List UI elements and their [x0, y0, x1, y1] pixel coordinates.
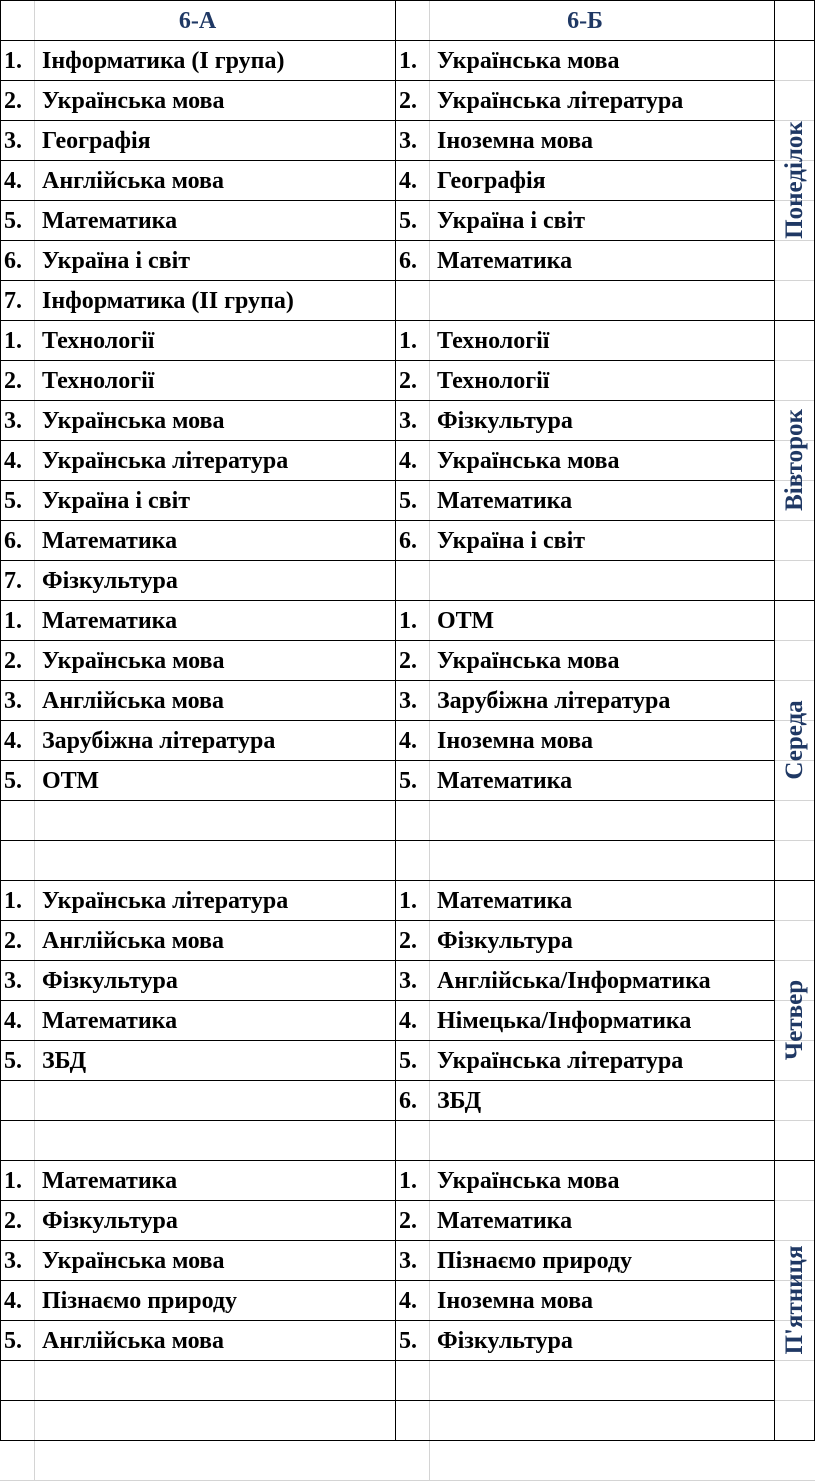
- lesson-number: 6.: [4, 528, 22, 554]
- lesson-cell: [399, 1120, 773, 1160]
- lesson-cell: [4, 120, 394, 160]
- row-border: [0, 1000, 774, 1001]
- lesson-subject: Іноземна мова: [437, 728, 594, 754]
- lesson-cell: [399, 720, 773, 760]
- lesson-subject: Українська мова: [42, 408, 225, 434]
- lesson-subject: Фізкультура: [42, 968, 178, 994]
- lesson-cell: [4, 1000, 394, 1040]
- day-border: [0, 1440, 815, 1441]
- lesson-number: 3.: [399, 968, 417, 994]
- lesson-subject: Математика: [42, 1008, 178, 1034]
- lesson-number: 4.: [4, 728, 22, 754]
- lesson-cell: [399, 200, 773, 240]
- column-border: [395, 0, 396, 1441]
- lesson-subject: Інформатика (ІІ група): [42, 288, 294, 314]
- lesson-number: 1.: [399, 608, 417, 634]
- row-border: [0, 680, 774, 681]
- row-border: [0, 1360, 774, 1361]
- lesson-cell: [399, 80, 773, 120]
- lesson-subject: Українська мова: [437, 48, 620, 74]
- row-border: [0, 1320, 774, 1321]
- lesson-subject: Технології: [437, 368, 550, 394]
- lesson-cell: [4, 440, 394, 480]
- day-name: Понеділок: [781, 121, 808, 239]
- lesson-cell: [399, 480, 773, 520]
- lesson-subject: Україна і світ: [437, 208, 586, 234]
- lesson-subject: Математика: [437, 888, 573, 914]
- lesson-cell: [4, 920, 394, 960]
- lesson-cell: [399, 640, 773, 680]
- day-label: [775, 880, 815, 1160]
- lesson-cell: [399, 360, 773, 400]
- lesson-number: 1.: [4, 888, 22, 914]
- lesson-subject: Фізкультура: [437, 408, 573, 434]
- lesson-number: 3.: [4, 968, 22, 994]
- row-border: [0, 160, 774, 161]
- lesson-number: 2.: [399, 648, 417, 674]
- lesson-subject: Англійська/Інформатика: [437, 968, 711, 994]
- row-border: [0, 1080, 774, 1081]
- lesson-number: 2.: [399, 928, 417, 954]
- lesson-cell: [4, 840, 394, 880]
- lesson-subject: Українська література: [42, 888, 289, 914]
- lesson-cell: [4, 640, 394, 680]
- lesson-subject: Інформатика (І група): [42, 48, 285, 74]
- lesson-subject: Математика: [42, 1168, 178, 1194]
- lesson-subject: Англійська мова: [42, 928, 225, 954]
- lesson-cell: [399, 1360, 773, 1400]
- lesson-cell: [4, 480, 394, 520]
- lesson-cell: [4, 1080, 394, 1120]
- lesson-cell: [399, 1000, 773, 1040]
- lesson-subject: Технології: [437, 328, 550, 354]
- row-border: [0, 800, 774, 801]
- lesson-cell: [399, 1320, 773, 1360]
- lesson-subject: Технології: [42, 328, 155, 354]
- lesson-cell: [399, 440, 773, 480]
- lesson-cell: [399, 1040, 773, 1080]
- lesson-number: 4.: [399, 728, 417, 754]
- row-border: [0, 760, 774, 761]
- day-border: [0, 600, 815, 601]
- lesson-number: 2.: [399, 88, 417, 114]
- lesson-cell: [399, 120, 773, 160]
- lesson-cell: [399, 1400, 773, 1440]
- lesson-number: 5.: [399, 488, 417, 514]
- row-border: [0, 1280, 774, 1281]
- lesson-cell: [4, 520, 394, 560]
- lesson-subject: ОТМ: [437, 608, 495, 634]
- row-border: [0, 1240, 774, 1241]
- day-label: [775, 600, 815, 880]
- lesson-subject: ЗБД: [42, 1048, 87, 1074]
- lesson-number: 4.: [399, 1008, 417, 1034]
- lesson-number: 2.: [4, 648, 22, 674]
- day-label: [775, 1160, 815, 1440]
- lesson-cell: [4, 40, 394, 80]
- lesson-number: 5.: [399, 1048, 417, 1074]
- day-name: Середа: [781, 700, 808, 780]
- day-border: [0, 1160, 815, 1161]
- lesson-cell: [4, 1200, 394, 1240]
- lesson-subject: Фізкультура: [437, 928, 573, 954]
- row-border: [0, 840, 774, 841]
- lesson-subject: Німецька/Інформатика: [437, 1008, 692, 1034]
- lesson-cell: [4, 960, 394, 1000]
- lesson-subject: Іноземна мова: [437, 1288, 594, 1314]
- row-border: [0, 440, 774, 441]
- lesson-number: 4.: [399, 1288, 417, 1314]
- lesson-number: 2.: [4, 1208, 22, 1234]
- lesson-subject: Фізкультура: [437, 1328, 573, 1354]
- lesson-number: 3.: [399, 128, 417, 154]
- lesson-cell: [4, 200, 394, 240]
- lesson-number: 2.: [4, 88, 22, 114]
- lesson-subject: Фізкультура: [42, 1208, 178, 1234]
- lesson-subject: Географія: [42, 128, 151, 154]
- lesson-cell: [4, 680, 394, 720]
- lesson-subject: Фізкультура: [42, 568, 178, 594]
- lesson-cell: [399, 320, 773, 360]
- lesson-cell: [4, 1160, 394, 1200]
- lesson-number: 4.: [4, 168, 22, 194]
- row-border: [0, 360, 774, 361]
- lesson-number: 5.: [399, 1328, 417, 1354]
- row-border: [0, 1400, 774, 1401]
- lesson-cell: [399, 280, 773, 320]
- lesson-number: 3.: [4, 128, 22, 154]
- lesson-number: 1.: [399, 328, 417, 354]
- lesson-subject: Географія: [437, 168, 546, 194]
- lesson-cell: [4, 1400, 394, 1440]
- day-border: [0, 880, 815, 881]
- lesson-subject: Українська мова: [42, 1248, 225, 1274]
- lesson-subject: ЗБД: [437, 1088, 482, 1114]
- lesson-cell: [399, 840, 773, 880]
- lesson-subject: Українська мова: [42, 88, 225, 114]
- lesson-cell: [399, 560, 773, 600]
- lesson-number: 4.: [4, 1288, 22, 1314]
- lesson-cell: [4, 320, 394, 360]
- lesson-cell: [4, 1360, 394, 1400]
- lesson-cell: [4, 560, 394, 600]
- lesson-cell: [399, 40, 773, 80]
- lesson-number: 3.: [4, 688, 22, 714]
- lesson-subject: Пізнаємо природу: [437, 1248, 633, 1274]
- lesson-cell: [4, 360, 394, 400]
- row-border: [0, 480, 774, 481]
- lesson-cell: [399, 1280, 773, 1320]
- lesson-number: 3.: [4, 408, 22, 434]
- day-border: [0, 40, 815, 41]
- lesson-cell: [399, 760, 773, 800]
- row-border: [0, 560, 774, 561]
- lesson-subject: Українська мова: [42, 648, 225, 674]
- lesson-number: 5.: [399, 208, 417, 234]
- lesson-subject: Україна і світ: [437, 528, 586, 554]
- lesson-number: 1.: [399, 48, 417, 74]
- lesson-number: 2.: [399, 1208, 417, 1234]
- lesson-cell: [399, 520, 773, 560]
- lesson-number: 6.: [399, 1088, 417, 1114]
- lesson-number: 2.: [4, 368, 22, 394]
- row-border: [0, 280, 774, 281]
- lesson-cell: [399, 960, 773, 1000]
- lesson-cell: [4, 600, 394, 640]
- lesson-number: 5.: [399, 768, 417, 794]
- row-border: [0, 960, 774, 961]
- lesson-number: 1.: [399, 888, 417, 914]
- row-border: [0, 80, 774, 81]
- lesson-subject: Математика: [42, 528, 178, 554]
- lesson-number: 5.: [4, 1048, 22, 1074]
- row-border: [0, 920, 774, 921]
- lesson-number: 4.: [399, 168, 417, 194]
- row-border: [0, 520, 774, 521]
- lesson-subject: Українська література: [437, 88, 684, 114]
- lesson-cell: [4, 1240, 394, 1280]
- row-border: [0, 200, 774, 201]
- lesson-cell: [399, 1200, 773, 1240]
- lesson-cell: [4, 880, 394, 920]
- lesson-subject: Українська мова: [437, 448, 620, 474]
- row-border: [0, 1040, 774, 1041]
- lesson-cell: [399, 600, 773, 640]
- row-border: [0, 120, 774, 121]
- day-label: [775, 320, 815, 600]
- lesson-number: 4.: [4, 448, 22, 474]
- lesson-number: 3.: [4, 1248, 22, 1274]
- lesson-number: 4.: [4, 1008, 22, 1034]
- lesson-number: 5.: [4, 488, 22, 514]
- lesson-number: 1.: [4, 1168, 22, 1194]
- lesson-number: 4.: [399, 448, 417, 474]
- lesson-cell: [4, 1280, 394, 1320]
- lesson-cell: [4, 80, 394, 120]
- lesson-subject: Україна і світ: [42, 488, 191, 514]
- lesson-subject: Пізнаємо природу: [42, 1288, 238, 1314]
- lesson-subject: ОТМ: [42, 768, 100, 794]
- day-border: [0, 320, 815, 321]
- lesson-cell: [399, 1240, 773, 1280]
- lesson-cell: [399, 1160, 773, 1200]
- class-a-header: 6-А: [178, 8, 217, 34]
- lesson-cell: [4, 240, 394, 280]
- lesson-number: 1.: [399, 1168, 417, 1194]
- lesson-subject: Англійська мова: [42, 1328, 225, 1354]
- lesson-cell: [399, 680, 773, 720]
- day-label: [775, 40, 815, 320]
- lesson-subject: Англійська мова: [42, 168, 225, 194]
- top-border: [0, 0, 815, 1]
- lesson-subject: Технології: [42, 368, 155, 394]
- lesson-number: 1.: [4, 48, 22, 74]
- lesson-subject: Математика: [437, 248, 573, 274]
- lesson-number: 7.: [4, 568, 22, 594]
- lesson-number: 5.: [4, 1328, 22, 1354]
- lesson-subject: Математика: [42, 208, 178, 234]
- lesson-number: 2.: [4, 928, 22, 954]
- lesson-cell: [4, 160, 394, 200]
- row-border: [0, 720, 774, 721]
- lesson-subject: Зарубіжна література: [437, 688, 671, 714]
- row-border: [0, 400, 774, 401]
- column-border: [0, 0, 1, 1441]
- row-border: [0, 1200, 774, 1201]
- day-name: П'ятниця: [781, 1245, 808, 1355]
- lesson-cell: [4, 1120, 394, 1160]
- lesson-number: 7.: [4, 288, 22, 314]
- lesson-subject: Українська мова: [437, 1168, 620, 1194]
- row-border: [0, 240, 774, 241]
- lesson-cell: [4, 400, 394, 440]
- lesson-number: 3.: [399, 408, 417, 434]
- lesson-number: 6.: [4, 248, 22, 274]
- lesson-subject: Математика: [437, 1208, 573, 1234]
- lesson-subject: Математика: [437, 488, 573, 514]
- day-name: Четвер: [781, 979, 808, 1061]
- lesson-subject: Математика: [437, 768, 573, 794]
- lesson-number: 1.: [4, 608, 22, 634]
- lesson-cell: [399, 800, 773, 840]
- lesson-cell: [4, 720, 394, 760]
- lesson-number: 5.: [4, 768, 22, 794]
- lesson-cell: [4, 280, 394, 320]
- class-b-header: 6-Б: [567, 8, 603, 34]
- lesson-number: 1.: [4, 328, 22, 354]
- lesson-subject: Зарубіжна література: [42, 728, 276, 754]
- lesson-cell: [399, 1080, 773, 1120]
- row-border: [0, 640, 774, 641]
- lesson-cell: [399, 920, 773, 960]
- lesson-subject: Англійська мова: [42, 688, 225, 714]
- lesson-subject: Українська література: [437, 1048, 684, 1074]
- lesson-subject: Україна і світ: [42, 248, 191, 274]
- lesson-subject: Іноземна мова: [437, 128, 594, 154]
- lesson-cell: [4, 1040, 394, 1080]
- column-border: [774, 0, 775, 1441]
- lesson-number: 3.: [399, 1248, 417, 1274]
- lesson-number: 2.: [399, 368, 417, 394]
- lesson-number: 6.: [399, 528, 417, 554]
- lesson-subject: Українська література: [42, 448, 289, 474]
- lesson-cell: [399, 240, 773, 280]
- lesson-cell: [4, 1320, 394, 1360]
- lesson-subject: Українська мова: [437, 648, 620, 674]
- lesson-subject: Математика: [42, 608, 178, 634]
- lesson-number: 3.: [399, 688, 417, 714]
- day-name: Вівторок: [781, 409, 808, 511]
- lesson-cell: [399, 400, 773, 440]
- lesson-number: 5.: [4, 208, 22, 234]
- lesson-cell: [399, 880, 773, 920]
- row-border: [0, 1120, 774, 1121]
- lesson-cell: [4, 800, 394, 840]
- lesson-cell: [399, 160, 773, 200]
- lesson-cell: [4, 760, 394, 800]
- lesson-number: 6.: [399, 248, 417, 274]
